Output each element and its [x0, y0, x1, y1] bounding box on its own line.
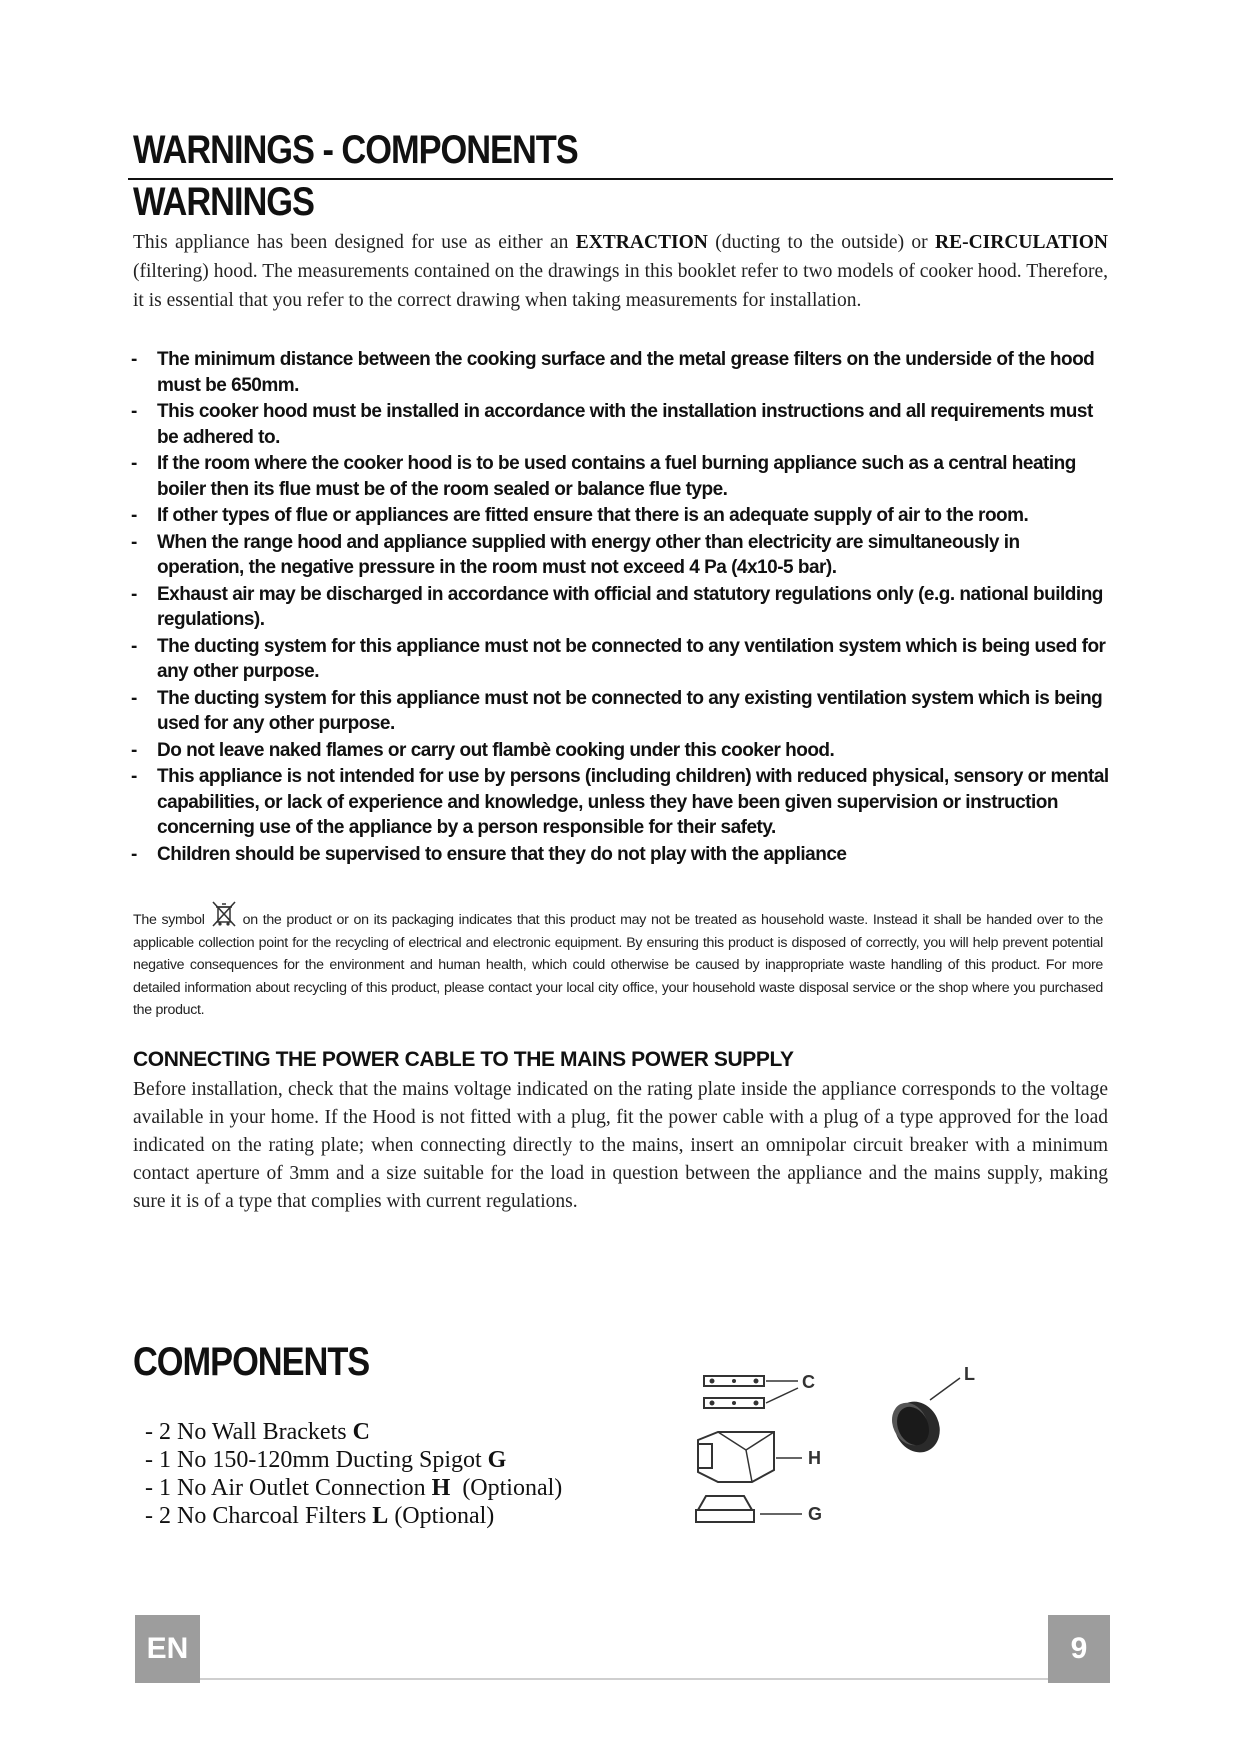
label-l: L — [964, 1364, 975, 1384]
footer-rule — [135, 1678, 1110, 1680]
label-h: H — [808, 1448, 821, 1468]
warning-item: - When the range hood and appliance supplied with energy other than electricity are simultaneously in operation, the negative pressure in the room must not exceed 4 Pa (4x10-5 bar). — [131, 531, 1020, 578]
language-badge: EN — [135, 1615, 200, 1683]
ducting-spigot-icon — [696, 1496, 802, 1522]
component-item: - 1 No 150-120mm Ducting Spigot G — [145, 1447, 507, 1473]
component-item: - 2 No Wall Brackets C — [145, 1419, 370, 1445]
components-diagram — [690, 1360, 1020, 1560]
intro-extraction: EXTRACTION — [575, 232, 708, 253]
intro-recirculation: RE-CIRCULATION — [935, 232, 1108, 253]
intro-text-2: (ducting to the outside) or — [707, 232, 935, 253]
weee-notice: The symbol on the product or on its packaging indicates that this product may not be treated as household waste. Instead it shall be handed over to the applicable collection point for the recycling of electrical and electronic equipment. By ensuring this product is disposed of correctly, you will help prevent potential negative consequences for the environment and human health, which could otherwise be caused by inappropriate waste handling of this product. For more detailed information about recycling of this product, please contact your local city office, your household waste disposal service or the shop where you purchased the product. — [133, 900, 1103, 1022]
intro-text-1: This appliance has been designed for use as either an — [133, 232, 576, 253]
charcoal-filter-icon — [885, 1378, 960, 1460]
components-list — [145, 1418, 562, 1530]
warnings-list — [131, 347, 1111, 868]
warning-item: - The ducting system for this appliance must not be connected to any existing ventilation system which is being used for any other purpose. — [131, 687, 1103, 734]
warning-item: - The minimum distance between the cooking surface and the metal grease filters on the underside of the hood must be 650mm. — [131, 349, 1095, 396]
page-title: WARNINGS - COMPONENTS — [133, 128, 578, 172]
warning-item: - The ducting system for this appliance must not be connected to any ventilation system which is being used for any other purpose. — [131, 635, 1106, 682]
warning-item: - This appliance is not intended for use by persons (including children) with reduced physical, sensory or mental capabilities, or lack of experience and knowledge, unless they have been given supervision or instruction concerning use of the appliance by a person responsible for their safety. — [131, 766, 1109, 838]
warnings-intro — [133, 228, 1108, 315]
air-outlet-connection-icon — [698, 1432, 802, 1482]
warning-item: - If the room where the cooker hood is to be used contains a fuel burning appliance such as a central heating boiler then its flue must be of the room sealed or balance flue type. — [131, 453, 1076, 500]
page-number: 9 — [1048, 1615, 1110, 1683]
label-g: G — [808, 1504, 823, 1524]
warnings-heading: WARNINGS — [133, 180, 314, 224]
power-body: Before installation, check that the mains voltage indicated on the rating plate inside the appliance corresponds to the voltage available in your home. If the Hood is not fitted with a plug, fit the power cable with a plug of a type approved for the load indicated on the rating plate; when connecting directly to the mains, insert an omnipolar circuit breaker with a minimum contact aperture of 3mm and a size suitable for the load in question between the appliance and the mains supply, making sure it is of a type that complies with current regulations. — [133, 1079, 1108, 1212]
warning-item: - This cooker hood must be installed in accordance with the installation instructions and all requirements must be adhered to. — [131, 401, 1093, 448]
warning-item: - Exhaust air may be discharged in accordance with official and statutory regulations only (e.g. national building regulations). — [131, 583, 1103, 630]
components-heading: COMPONENTS — [133, 1340, 370, 1384]
warning-item: - Do not leave naked flames or carry out flambè cooking under this cooker hood. — [131, 739, 835, 761]
crossed-bin-icon — [209, 900, 239, 928]
wall-bracket-icon — [704, 1376, 798, 1408]
component-item: - 2 No Charcoal Filters L (Optional) — [145, 1503, 495, 1529]
warning-item: - If other types of flue or appliances are fitted ensure that there is an adequate supply of air to the room. — [131, 505, 1029, 526]
component-item: - 1 No Air Outlet Connection H (Optional) — [145, 1475, 563, 1501]
warning-item: - Children should be supervised to ensure that they do not play with the appliance — [131, 843, 847, 865]
power-heading: CONNECTING THE POWER CABLE TO THE MAINS POWER SUPPLY — [133, 1048, 794, 1071]
label-c: C — [802, 1372, 815, 1392]
intro-text-3: (filtering) hood. The measurements contained on the drawings in this booklet refer to two models of cooker hood. Therefore, it is essential that you refer to the correct drawing when taking measurements for installation. — [133, 261, 1108, 311]
